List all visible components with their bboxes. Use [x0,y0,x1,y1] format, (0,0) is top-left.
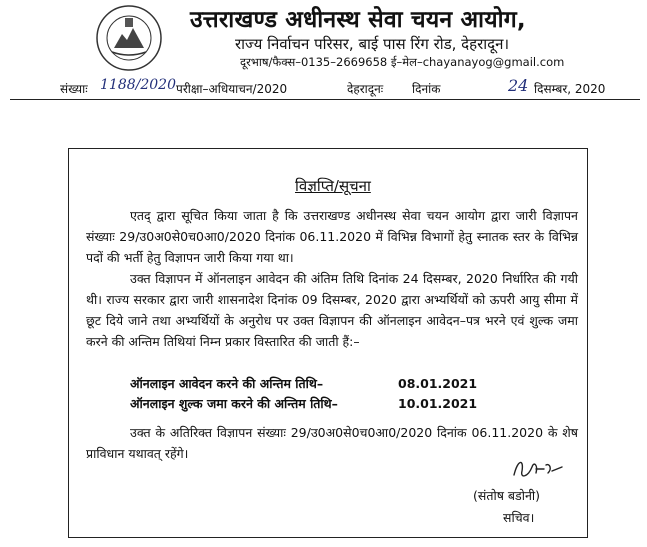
header-divider [10,99,640,100]
date-row-value: 08.01.2021 [398,376,478,391]
reference-date-handwritten: 24 [508,76,529,95]
reference-date-suffix: दिसम्बर, 2020 [534,82,606,96]
reference-number-handwritten: 1188/2020 [100,77,176,93]
organisation-name: उत्तराखण्ड अधीनस्थ सेवा चयन आयोग, [190,7,526,33]
reference-date-label: दिनांक [412,82,441,96]
organisation-contact: दूरभाष/फैक्स–0135–2669658 ई–मेल–chayanayog@gmail.com [240,55,565,69]
reference-number-label: संख्याः [60,82,88,96]
handwritten-signature [510,455,565,483]
signer-name: (संतोष बडोनी) [473,488,541,503]
reference-number-suffix: परीक्षा–अधियाचन/2020 [176,82,288,96]
reference-place: देहरादूनः [347,82,384,96]
organisation-address: राज्य निर्वाचन परिसर, बाई पास रिंग रोड, देहरादून। [235,35,510,53]
commission-seal-logo [92,4,166,72]
notice-title: विज्ञप्ति/सूचना [295,177,371,195]
notice-paragraph-3: उक्त के अतिरिक्त विज्ञापन संख्याः 29/उ0अ0से0च0आ0/2020 दिनांक 06.11.2020 के शेष प्राविधान यथावत् रहेंगे। [86,425,578,461]
date-row-application [86,374,578,394]
date-row-label: ऑनलाइन आवेदन करने की अन्तिम तिथि– [130,376,324,391]
notice-paragraph-2: उक्त विज्ञापन में ऑनलाइन आवेदन की अंतिम तिथि दिनांक 24 दिसम्बर, 2020 निर्धारित की गयी थी। राज्य सरकार द्वारा जारी शासनादेश दिनांक 09 दिसम्बर, 2020 द्वारा अभ्यर्थियों को ऊपरी आयु सीमा में छूट दिये जाने तथा अभ्यर्थियों के अनुरोध पर उक्त विज्ञापन की ऑनलाइन आवेदन–पत्र भरने एवं शुल्क जमा करने की अन्तिम तिथियां निम्न प्रकार विस्तारित की जाती हैं:– [86,271,578,349]
date-row-label: ऑनलाइन शुल्क जमा करने की अन्तिम तिथि– [130,396,338,411]
extended-dates-list [86,374,578,414]
date-row-value: 10.01.2021 [398,396,478,411]
notice-paragraph-1: एतद् द्वारा सूचित किया जाता है कि उत्तराखण्ड अधीनस्थ सेवा चयन आयोग द्वारा जारी विज्ञापन संख्याः 29/उ0अ0से0च0आ0/2020 दिनांक 06.11.2020 में विभिन्न विभागों हेतु स्नातक स्तर के विभिन्न पदों की भर्ती हेतु विज्ञापन जारी किया गया था। [86,208,578,265]
date-row-fee [86,394,578,414]
signer-designation: सचिव। [503,510,535,525]
reference-line [0,76,647,98]
